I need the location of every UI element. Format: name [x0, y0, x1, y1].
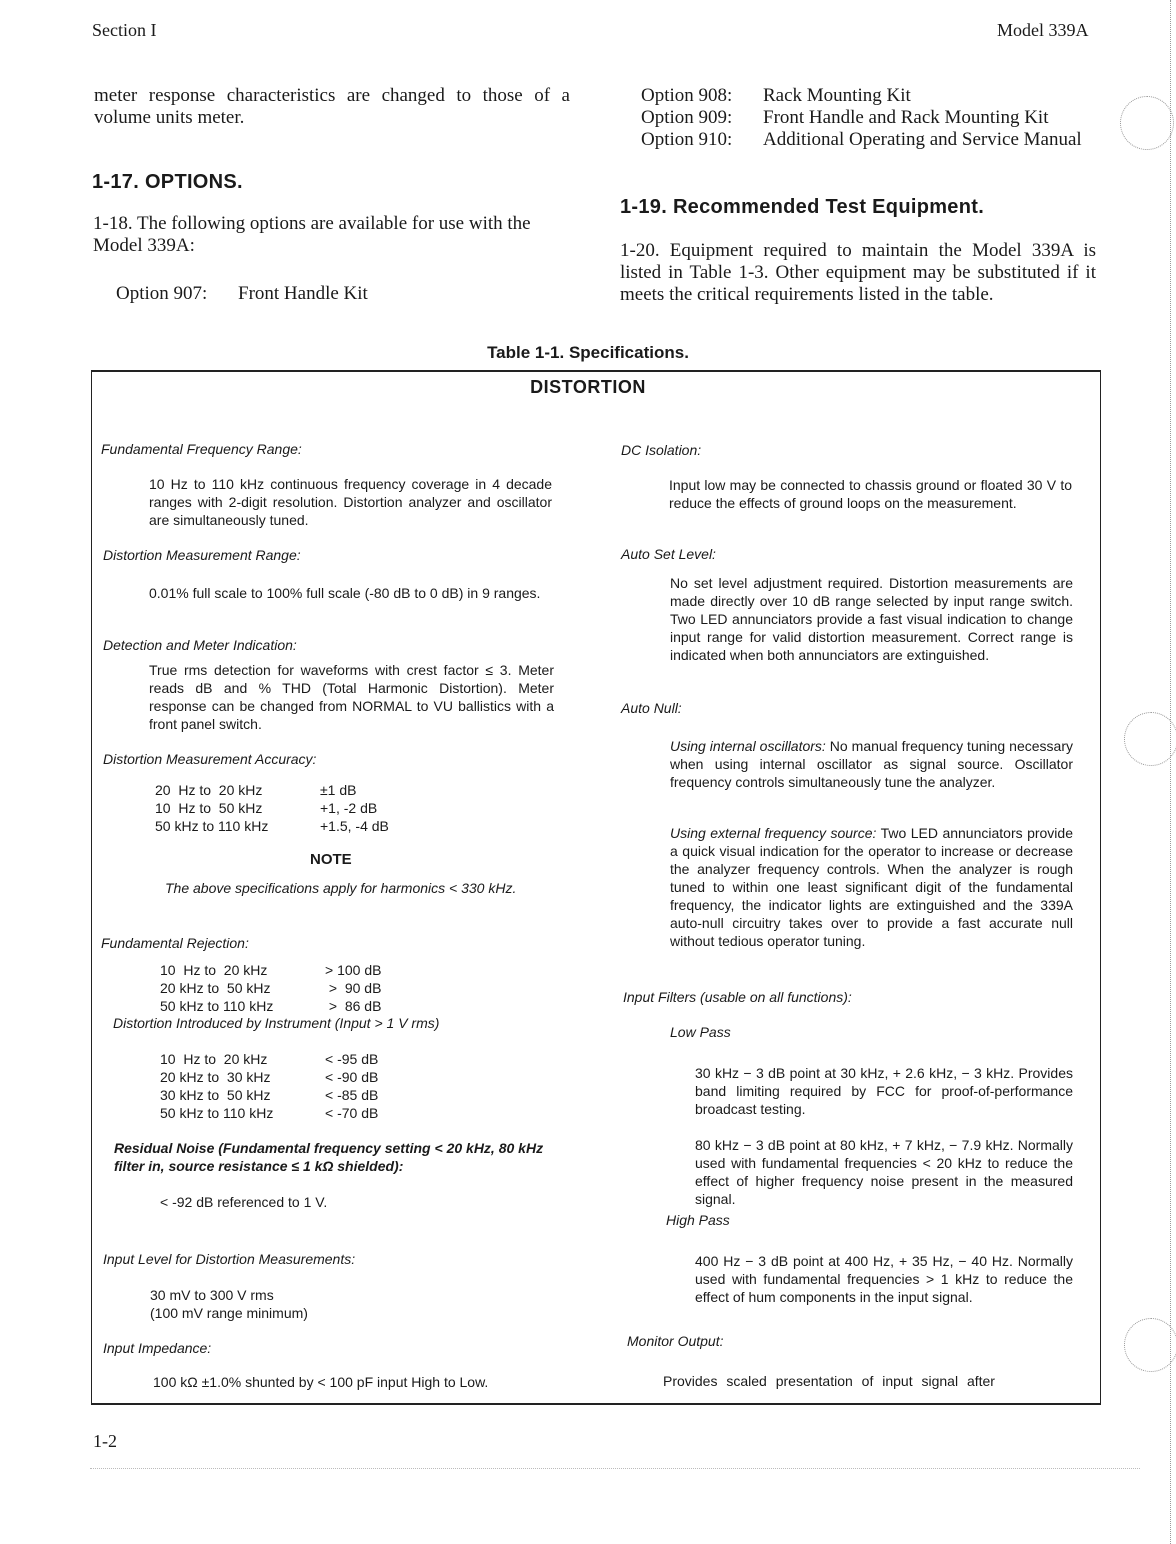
- value-cell: +1, -2 dB: [320, 800, 378, 816]
- option-key: Option 908:: [641, 85, 733, 106]
- internal-osc-label: Using internal oscillators:: [670, 738, 826, 754]
- rejection-row: [160, 961, 381, 979]
- page-number: 1-2: [93, 1431, 117, 1451]
- high-pass-400-text: 400 Hz − 3 dB point at 400 Hz, + 35 Hz, − 40 Hz. Normally used with fundamental frequencies > 1 kHz to reduce the effect of hum components in the input signal.: [695, 1253, 1073, 1305]
- hole-punch-mark: [1124, 712, 1176, 766]
- intro-paragraph: meter response characteristics are changed to those of a volume units meter.: [94, 85, 570, 128]
- input-level-line1: 30 mV to 300 V rms: [150, 1287, 274, 1303]
- note-text: The above specifications apply for harmonics < 330 kHz.: [165, 880, 517, 896]
- internal-osc-text: No manual frequency tuning necessary when using internal oscillator as signal source. Oscillator frequency controls simultaneously tune the analyzer.: [670, 738, 1073, 790]
- range-cell: 10 Hz to 20 kHz: [160, 962, 268, 978]
- detection-text: True rms detection for waveforms with crest factor ≤ 3. Meter reads dB and % THD (Total Harmonic Distortion). Meter response can be changed from NORMAL to VU ballistics with a front panel switch.: [149, 662, 554, 732]
- range-cell: 30 kHz to 50 kHz: [160, 1087, 271, 1103]
- monitor-output-text: Provides scaled presentation of input signal after: [663, 1373, 995, 1389]
- auto-null-external: [670, 824, 1073, 950]
- option-key: Option 910:: [641, 129, 733, 150]
- input-filters-label: Input Filters (usable on all functions):: [623, 989, 852, 1005]
- options-list: [641, 85, 1095, 151]
- range-cell: 20 Hz to 20 kHz: [155, 782, 263, 798]
- dist-introduced-label: Distortion Introduced by Instrument (Input > 1 V rms): [113, 1015, 440, 1031]
- note-title: NOTE: [310, 851, 352, 868]
- accuracy-label: Distortion Measurement Accuracy:: [103, 751, 317, 767]
- value-cell: < -85 dB: [325, 1087, 379, 1103]
- dist-meas-range-text: 0.01% full scale to 100% full scale (-80 dB to 0 dB) in 9 ranges.: [149, 585, 541, 601]
- high-pass-label: High Pass: [666, 1212, 730, 1228]
- table-title: Table 1-1. Specifications.: [487, 343, 689, 362]
- range-cell: 50 kHz to 110 kHz: [160, 998, 274, 1014]
- detection-label: Detection and Meter Indication:: [103, 637, 297, 653]
- model-label: Model 339A: [997, 20, 1089, 40]
- page-edge: [1170, 0, 1172, 1544]
- option-907-row: [116, 283, 496, 305]
- scan-artifact-line: [90, 1468, 1140, 1469]
- auto-null-label: Auto Null:: [621, 700, 682, 716]
- dist-introduced-table: [160, 1050, 378, 1122]
- range-cell: 20 kHz to 50 kHz: [160, 980, 271, 996]
- options-heading: 1-17. OPTIONS.: [92, 171, 243, 193]
- value-cell: +1.5, -4 dB: [320, 818, 389, 834]
- option-value: Additional Operating and Service Manual: [763, 129, 1082, 150]
- section-label: Section I: [92, 20, 157, 40]
- option-value: Rack Mounting Kit: [763, 85, 911, 106]
- value-cell: > 100 dB: [325, 962, 382, 978]
- hole-punch-mark: [1124, 1318, 1176, 1372]
- test-equipment-heading: 1-19. Recommended Test Equipment.: [620, 196, 985, 218]
- option-908-row: [641, 85, 1095, 107]
- value-cell: < -70 dB: [325, 1105, 379, 1121]
- auto-null-internal: [670, 737, 1073, 791]
- residual-noise-text: < -92 dB referenced to 1 V.: [160, 1194, 328, 1210]
- auto-set-level-label: Auto Set Level:: [621, 546, 716, 562]
- low-pass-80k-text: 80 kHz − 3 dB point at 80 kHz, + 7 kHz, − 7.9 kHz. Normally used with fundamental frequencies < 20 kHz to reduce the effect of higher frequency noise present in the measured signal.: [695, 1137, 1073, 1207]
- auto-set-level-text: No set level adjustment required. Distortion measurements are made directly over 10 dB range selected by input range switch. Two LED annunciators provide a fast visual indication to change input range for valid distortion measurement. Correct range is indicated when both annunciators are extinguished.: [670, 575, 1073, 663]
- option-909-row: [641, 107, 1095, 129]
- value-cell: < -90 dB: [325, 1069, 379, 1085]
- dist-meas-range-label: Distortion Measurement Range:: [103, 547, 301, 563]
- dist-introduced-row: [160, 1086, 378, 1104]
- range-cell: 20 kHz to 30 kHz: [160, 1069, 271, 1085]
- rejection-row: [160, 979, 381, 997]
- accuracy-row: [155, 817, 389, 835]
- accuracy-table: [155, 781, 389, 835]
- option-key: Option 909:: [641, 107, 733, 128]
- range-cell: 50 kHz to 110 kHz: [160, 1105, 274, 1121]
- low-pass-30k-text: 30 kHz − 3 dB point at 30 kHz, + 2.6 kHz, − 3 kHz. Provides band limiting required by FCC for proof-of-performance broadcast testing.: [695, 1065, 1073, 1117]
- options-paragraph: 1-18. The following options are available for use with the Model 339A:: [93, 213, 531, 256]
- option-key: Option 907:: [116, 283, 208, 304]
- hole-punch-mark: [1120, 96, 1174, 150]
- external-source-text: Two LED annunciators provide a quick visual indication for the operator to increase or decrease the analyzer frequency controls. When the analyzer is rough tuned to within one least significant digit of the fundamental frequency, the indicator lights are extinguished and the 339A auto-null circuitry takes over to provide a fast accurate null without tedious operator tuning.: [670, 825, 1073, 949]
- dc-isolation-label: DC Isolation:: [621, 442, 702, 458]
- test-equipment-paragraph: 1-20. Equipment required to maintain the Model 339A is listed in Table 1-3. Other equipment may be substituted if it meets the critical requirements listed in the table.: [620, 240, 1096, 305]
- input-level-line2: (100 mV range minimum): [150, 1305, 308, 1321]
- option-value: Front Handle and Rack Mounting Kit: [763, 107, 1049, 128]
- value-cell: < -95 dB: [325, 1051, 379, 1067]
- dist-introduced-row: [160, 1050, 378, 1068]
- value-cell: > 86 dB: [325, 998, 382, 1014]
- input-impedance-label: Input Impedance:: [103, 1340, 212, 1356]
- fund-freq-range-text: 10 Hz to 110 kHz continuous frequency coverage in 4 decade ranges with 2-digit resolution. Distortion analyzer and oscillator are simultaneously tuned.: [149, 476, 552, 528]
- option-910-row: [641, 129, 1095, 151]
- value-cell: > 90 dB: [325, 980, 382, 996]
- fund-rejection-table: [160, 961, 381, 1015]
- option-value: Front Handle Kit: [238, 283, 368, 304]
- input-impedance-text: 100 kΩ ±1.0% shunted by < 100 pF input High to Low.: [153, 1374, 489, 1390]
- range-cell: 50 kHz to 110 kHz: [155, 818, 269, 834]
- accuracy-row: [155, 781, 389, 799]
- monitor-output-label: Monitor Output:: [627, 1333, 724, 1349]
- rejection-row: [160, 997, 381, 1015]
- external-source-label: Using external frequency source:: [670, 825, 877, 841]
- dist-introduced-row: [160, 1104, 378, 1122]
- fund-freq-range-label: Fundamental Frequency Range:: [101, 441, 302, 457]
- fund-rejection-label: Fundamental Rejection:: [101, 935, 249, 951]
- distortion-title: DISTORTION: [530, 377, 646, 397]
- value-cell: ±1 dB: [320, 782, 357, 798]
- range-cell: 10 Hz to 20 kHz: [160, 1051, 268, 1067]
- dc-isolation-text: Input low may be connected to chassis ground or floated 30 V to reduce the effects of ground loops on the measurement.: [669, 477, 1072, 511]
- residual-noise-label: Residual Noise (Fundamental frequency setting < 20 kHz, 80 kHz filter in, source resistance ≤ 1 kΩ shielded):: [114, 1140, 544, 1174]
- range-cell: 10 Hz to 50 kHz: [155, 800, 263, 816]
- input-level-label: Input Level for Distortion Measurements:: [103, 1251, 356, 1267]
- dist-introduced-row: [160, 1068, 378, 1086]
- accuracy-row: [155, 799, 389, 817]
- low-pass-label: Low Pass: [670, 1024, 731, 1040]
